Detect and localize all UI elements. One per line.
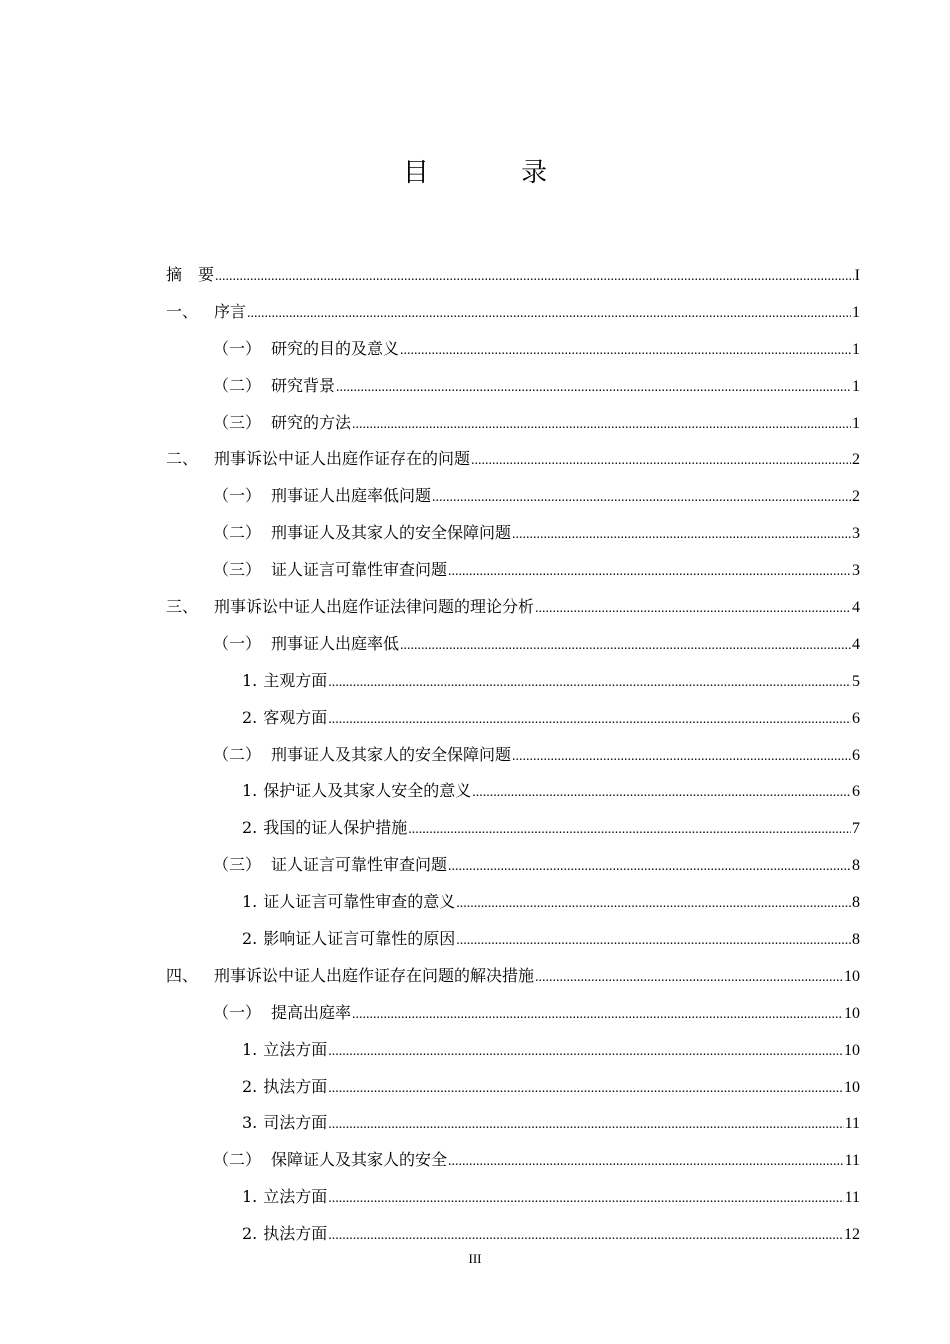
toc-entry[interactable] <box>166 478 860 515</box>
toc-entry-title: 主观方面 <box>263 670 328 690</box>
toc-entry-title: 立法方面 <box>263 1039 328 1059</box>
toc-entry-page: 10 <box>844 967 860 985</box>
toc-entry-number: （三） <box>213 560 262 580</box>
toc-entry[interactable] <box>166 1069 860 1106</box>
toc-entry[interactable] <box>166 589 860 626</box>
toc-entry-page: 10 <box>844 1078 860 1096</box>
toc-entry-number: 2. <box>242 1224 258 1244</box>
toc-entry[interactable] <box>166 441 860 478</box>
dot-leader <box>336 370 851 407</box>
dot-leader <box>328 1181 843 1218</box>
dot-leader <box>456 923 851 960</box>
toc-entry-title: 立法方面 <box>263 1187 328 1207</box>
toc-entry-number: 摘 要 <box>166 265 215 284</box>
toc-entry[interactable] <box>166 663 860 700</box>
toc-entry-title: 我国的证人保护措施 <box>263 818 408 838</box>
toc-entry[interactable] <box>166 921 860 958</box>
table-of-contents <box>166 257 860 1253</box>
toc-entry-number: 1. <box>242 892 258 912</box>
dot-leader <box>352 997 843 1034</box>
toc-entry-page: 11 <box>844 1189 860 1207</box>
toc-entry-title: 执法方面 <box>263 1076 328 1096</box>
toc-entry-title: 刑事诉讼中证人出庭作证存在问题的解决措施 <box>214 965 535 985</box>
toc-entry-page: 5 <box>852 672 860 690</box>
toc-entry-title: 刑事证人出庭率低问题 <box>271 486 432 506</box>
dot-leader <box>535 960 843 997</box>
toc-entry-title: 研究的目的及意义 <box>271 338 400 358</box>
toc-entry-page: 1 <box>852 414 860 432</box>
toc-entry[interactable] <box>166 847 860 884</box>
toc-entry[interactable] <box>166 995 860 1032</box>
toc-entry-number: （二） <box>213 523 262 543</box>
toc-entry-page: 12 <box>844 1226 860 1244</box>
toc-entry-number: 二、 <box>166 449 199 469</box>
dot-leader <box>472 775 851 812</box>
toc-entry-page: 3 <box>852 562 860 580</box>
dot-leader <box>400 628 851 665</box>
toc-entry-title: 研究的方法 <box>271 412 352 432</box>
toc-entry-page: 8 <box>852 931 860 949</box>
toc-entry-number: 2. <box>242 929 258 949</box>
toc-entry[interactable] <box>166 368 860 405</box>
toc-entry[interactable] <box>166 1216 860 1253</box>
page-title: 目 录 <box>402 158 590 188</box>
toc-entry-page: 6 <box>852 709 860 727</box>
dot-leader <box>328 1218 843 1255</box>
dot-leader <box>471 443 851 480</box>
toc-entry[interactable] <box>166 737 860 774</box>
toc-entry-number: （一） <box>213 338 262 358</box>
toc-entry-number: （一） <box>213 633 262 653</box>
toc-entry[interactable] <box>166 810 860 847</box>
toc-entry-page: 10 <box>844 1041 860 1059</box>
toc-entry[interactable] <box>166 294 860 331</box>
toc-entry[interactable] <box>166 773 860 810</box>
toc-entry-page: 6 <box>852 783 860 801</box>
toc-entry-number: 1. <box>242 1039 258 1059</box>
toc-entry-number: （一） <box>213 1002 262 1022</box>
dot-leader <box>408 812 851 849</box>
toc-entry-number: 3. <box>242 1113 258 1133</box>
dot-leader <box>328 702 851 739</box>
dot-leader <box>247 296 851 333</box>
toc-entry-page: 11 <box>844 1115 860 1133</box>
dot-leader <box>456 886 851 923</box>
toc-entry-title: 刑事证人出庭率低 <box>271 633 400 653</box>
toc-entry-number: 1. <box>242 1187 258 1207</box>
toc-entry[interactable] <box>166 515 860 552</box>
dot-leader <box>448 554 851 591</box>
toc-entry-number: 2. <box>242 707 258 727</box>
page-number-footer: III <box>468 1251 482 1266</box>
toc-entry-number: （二） <box>213 375 262 395</box>
toc-entry[interactable] <box>166 1032 860 1069</box>
toc-entry[interactable] <box>166 331 860 368</box>
toc-entry[interactable] <box>166 1142 860 1179</box>
toc-entry-page: 4 <box>852 635 860 653</box>
dot-leader <box>512 517 851 554</box>
toc-entry-page: I <box>854 267 860 284</box>
toc-entry-title: 提高出庭率 <box>271 1002 352 1022</box>
dot-leader <box>215 259 854 296</box>
dot-leader <box>400 333 851 370</box>
toc-entry-title: 刑事诉讼中证人出庭作证法律问题的理论分析 <box>214 597 535 617</box>
dot-leader <box>432 480 851 517</box>
toc-entry-page: 1 <box>852 377 860 395</box>
dot-leader <box>448 1144 844 1181</box>
toc-entry-number: 四、 <box>166 965 199 985</box>
dot-leader <box>328 665 851 702</box>
toc-entry-title: 刑事证人及其家人的安全保障问题 <box>271 744 512 764</box>
toc-entry-number: （二） <box>213 744 262 764</box>
dot-leader <box>448 849 851 886</box>
toc-entry-number: 2. <box>242 818 258 838</box>
toc-entry-number: 一、 <box>166 301 199 321</box>
toc-entry-title: 序言 <box>214 301 247 321</box>
toc-entry-title: 保障证人及其家人的安全 <box>271 1150 448 1170</box>
toc-entry-page: 7 <box>852 820 860 838</box>
dot-leader <box>328 1071 843 1108</box>
toc-entry-page: 8 <box>852 857 860 875</box>
toc-entry-title: 保护证人及其家人安全的意义 <box>263 781 472 801</box>
toc-entry-page: 2 <box>852 488 860 506</box>
toc-entry-title: 刑事诉讼中证人出庭作证存在的问题 <box>214 449 471 469</box>
toc-entry-number: （二） <box>213 1150 262 1170</box>
toc-entry-title: 证人证言可靠性审查问题 <box>271 560 448 580</box>
dot-leader <box>328 1034 843 1071</box>
toc-entry[interactable] <box>166 1105 860 1142</box>
toc-entry-number: （一） <box>213 486 262 506</box>
toc-entry-number: （三） <box>213 855 262 875</box>
toc-entry-page: 10 <box>844 1004 860 1022</box>
toc-entry-page: 1 <box>852 303 860 321</box>
toc-entry[interactable] <box>166 884 860 921</box>
toc-entry-title: 证人证言可靠性审查问题 <box>271 855 448 875</box>
toc-entry-title: 客观方面 <box>263 707 328 727</box>
toc-entry-title: 影响证人证言可靠性的原因 <box>263 929 456 949</box>
toc-entry-title: 研究背景 <box>271 375 336 395</box>
toc-entry-number: 2. <box>242 1076 258 1096</box>
toc-entry-page: 1 <box>852 340 860 358</box>
toc-entry-number: 1. <box>242 670 258 690</box>
toc-entry[interactable] <box>166 405 860 442</box>
toc-entry-page: 2 <box>852 451 860 469</box>
toc-entry[interactable] <box>166 700 860 737</box>
toc-entry[interactable] <box>166 626 860 663</box>
dot-leader <box>512 739 851 776</box>
dot-leader <box>535 591 851 628</box>
toc-entry-title: 司法方面 <box>263 1113 328 1133</box>
toc-entry-page: 4 <box>852 599 860 617</box>
toc-entry-page: 11 <box>844 1152 860 1170</box>
toc-entry-title: 执法方面 <box>263 1224 328 1244</box>
toc-entry[interactable] <box>166 257 860 294</box>
toc-entry[interactable] <box>166 1179 860 1216</box>
toc-entry-page: 8 <box>852 894 860 912</box>
toc-entry-number: 1. <box>242 781 258 801</box>
toc-entry-page: 6 <box>852 746 860 764</box>
toc-entry[interactable] <box>166 958 860 995</box>
toc-entry-number: （三） <box>213 412 262 432</box>
dot-leader <box>328 1107 843 1144</box>
dot-leader <box>352 407 851 444</box>
toc-entry-number: 三、 <box>166 597 199 617</box>
toc-entry-title: 证人证言可靠性审查的意义 <box>263 892 456 912</box>
toc-entry[interactable] <box>166 552 860 589</box>
toc-entry-title: 刑事证人及其家人的安全保障问题 <box>271 523 512 543</box>
toc-entry-page: 3 <box>852 525 860 543</box>
